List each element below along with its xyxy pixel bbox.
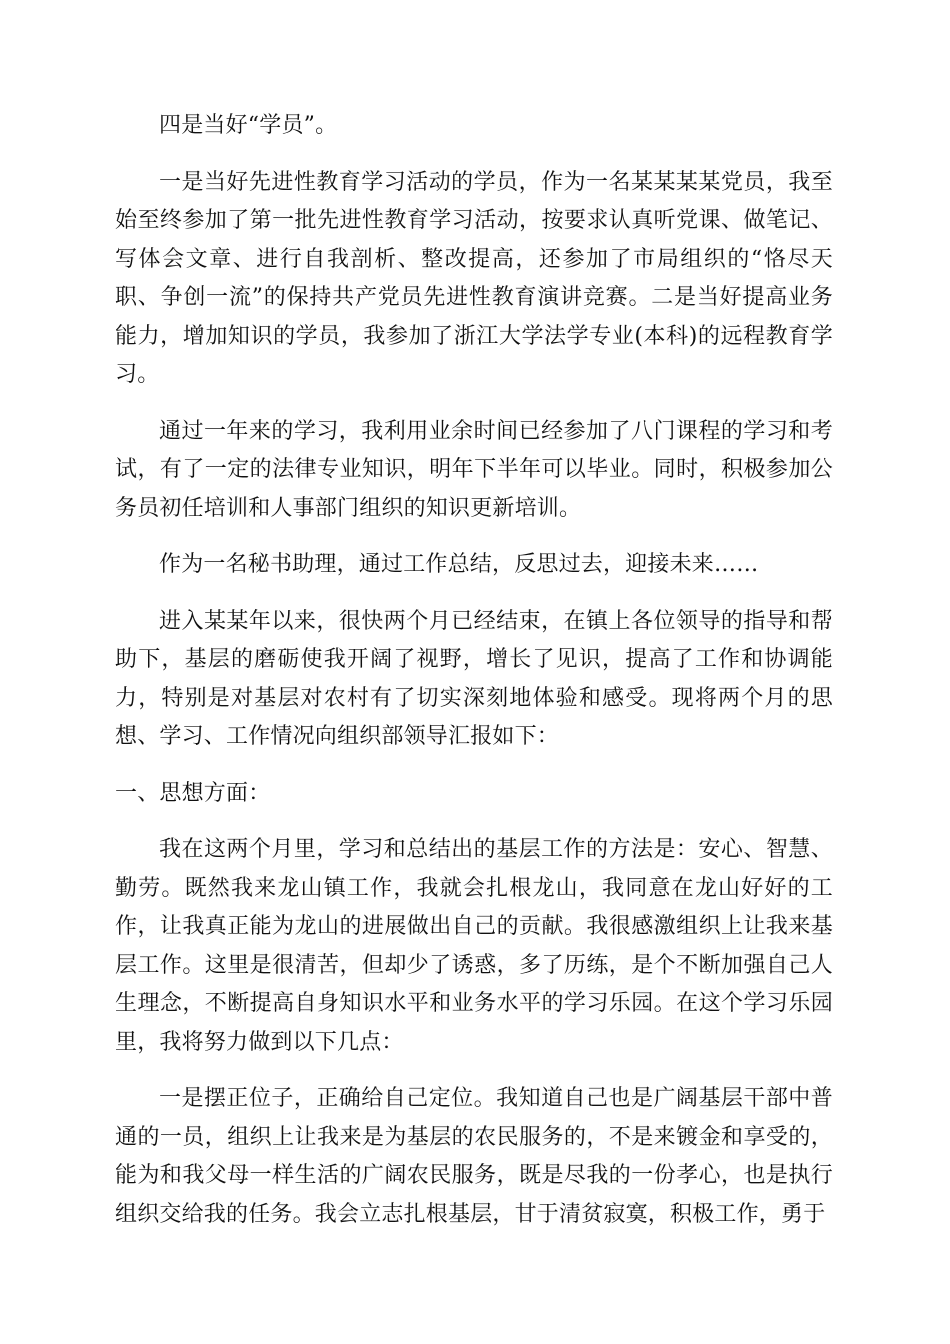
paragraph-grassroots-method: 我在这两个月里，学习和总结出的基层工作的方法是：安心、智慧、勤劳。既然我来龙山镇工作，我就会扎根龙山，我同意在龙山好好的工作，让我真正能为龙山的进展做出自己的贡献。我很感激组织上让我来基层工作。这里是很清苦，但却少了诱惑，多了历练，是个不断加强自己人生理念，不断提高自身知识水平和业务水平的学习乐园。在这个学习乐园里，我将努力做到以下几点： bbox=[115, 837, 833, 1055]
paragraph-education-activities: 一是当好先进性教育学习活动的学员，作为一名某某某某党员，我至始至终参加了第一批先进性教育学习活动，按要求认真听党课、做笔记、写体会文章、进行自我剖析、整改提高，还参加了市局组织的“恪尽天职、争创一流”的保持共产党员先进性教育演讲竞赛。二是当好提高业务能力，增加知识的学员，我参加了浙江大学法学专业(本科)的远程教育学习。 bbox=[115, 169, 833, 387]
paragraph-positioning: 一是摆正位子，正确给自己定位。我知道自己也是广阔基层干部中普通的一员，组织上让我来是为基层的农民服务的，不是来镀金和享受的，能为和我父母一样生活的广阔农民服务，既是尽我的一份孝心，也是执行组织交给我的任务。我会立志扎根基层，甘于清贫寂寞，积极工作，勇于 bbox=[115, 1086, 833, 1227]
paragraph-course-progress: 通过一年来的学习，我利用业余时间已经参加了八门课程的学习和考试，有了一定的法律专业知识，明年下半年可以毕业。同时，积极参加公务员初任培训和人事部门组织的知识更新培训。 bbox=[115, 418, 833, 521]
paragraph-secretary-reflection: 作为一名秘书助理，通过工作总结，反思过去，迎接未来…… bbox=[159, 552, 759, 577]
document-body bbox=[115, 107, 833, 1252]
paragraph-study-role-heading: 四是当好“学员”。 bbox=[159, 113, 338, 138]
section-heading-thought: 一、思想方面： bbox=[115, 780, 271, 806]
paragraph-two-month-report: 进入某某年以来，很快两个月已经结束，在镇上各位领导的指导和帮助下，基层的磨砺使我开阔了视野，增长了见识，提高了工作和协调能力，特别是对基层对农村有了切实深刻地体验和感受。现将两个月的思想、学习、工作情况向组织部领导汇报如下： bbox=[115, 608, 833, 749]
